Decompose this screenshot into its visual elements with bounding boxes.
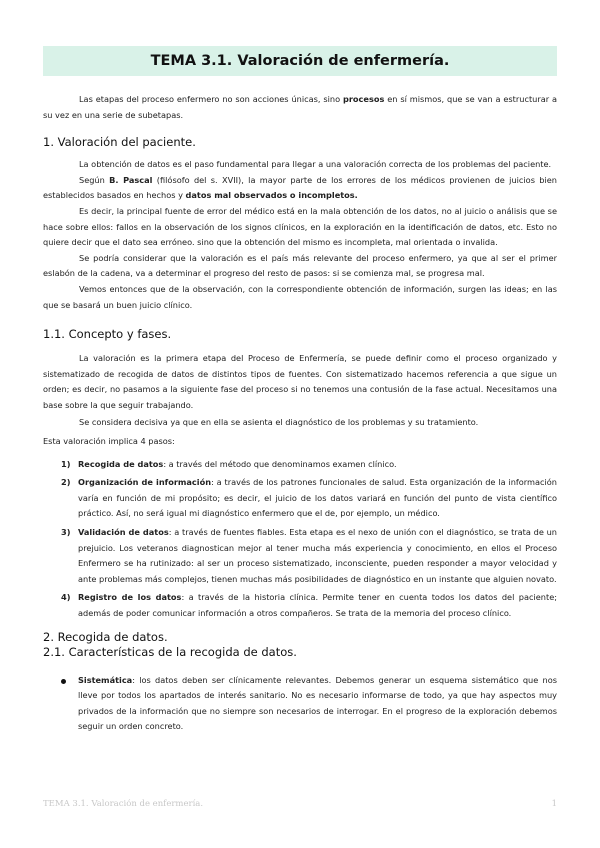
list-item <box>61 525 557 587</box>
list-item <box>61 590 557 621</box>
page-title: TEMA 3.1. Valoración de enfermería. <box>150 53 450 69</box>
footer-title: TEMA 3.1. Valoración de enfermería. <box>43 799 204 809</box>
intro-text: Las etapas del proceso enfermero no son acciones únicas, sino <box>79 94 344 104</box>
step-title: Registro de los datos <box>78 592 182 603</box>
characteristics-list <box>43 673 557 735</box>
section-1-paragraph-1: La obtención de datos es el paso fundamental para llegar a una valoración correcta de los problemas del paciente. <box>79 159 552 170</box>
section-1-1-paragraph-1: La valoración es la primera etapa del Proceso de Enfermería, se puede definir como el proceso organizado y sistematizado de recogida de datos de distintos tipos de fuentes. Con sistematizado hacemos referencia a que sigue un orden; es decir, no pasamos a la siguiente fase del proceso si no tenemos una contusión de la fase actual. Necesitamos una base sobre la que seguir trabajando. <box>43 353 557 410</box>
section-1-1-paragraph-2: Se considera decisiva ya que en ella se asienta el diagnóstico de los problemas y su tratamiento. <box>79 416 479 427</box>
step-text: : a través del método que denominamos examen clínico. <box>163 458 397 469</box>
p2-bold-datos: datos mal observados o incompletos. <box>185 190 358 201</box>
step-title: Organización de información <box>78 477 212 488</box>
p2-text-mid: (filósofo del s. XVII), la mayor parte de los errores de los médicos provienen de juicios bien establecidos basados en hechos y <box>43 174 557 201</box>
steps-list <box>43 457 557 622</box>
section-2-1-heading: 2.1. Características de la recogida de datos. <box>43 644 297 659</box>
step-text: : a través de fuentes fiables. Esta etapa es el nexo de unión con el diagnóstico, se trata de un prejuicio. Los veteranos diagnostican mejor al tener mucha más experiencia y conocimiento, en ellos el Proceso Enfermero se ha rutinizado: al ser un proceso sistematizado, inconsciente, pueden responder a mayor velocidad y ante problemas más complejos, tienen muchas más posibilidades de diagnóstico en un instante que alguien novato. <box>78 527 557 584</box>
step-text: : a través de los patrones funcionales de salud. Esta organización de la información varía en función de mi propósito; es decir, el juicio de los datos variará en función del punto de vista científico práctico. Así, no será igual mi diagnóstico enfermero que el de, por ejemplo, un médico. <box>78 477 557 519</box>
title-banner <box>43 46 557 76</box>
section-1-paragraph-3: Es decir, la principal fuente de error del médico está en la mala obtención de los datos, no al juicio o análisis que se hace sobre ellos: fallos en la observación de los signos clínicos, en la exploración en la identificación de datos, etc. Esto no quiere decir que el dato sea erróneo. sino que la obtención del mismo es incompleta, mal orientada o invalida. <box>43 205 557 248</box>
list-item <box>61 475 557 522</box>
intro-text-end: en sí mismos, que se van a estructurar a su vez en una serie de subetapas. <box>43 94 557 120</box>
step-title: Validación de datos <box>78 527 169 538</box>
p2-bold-pascal: B. Pascal <box>109 174 153 185</box>
step-number: 1) <box>61 458 71 469</box>
bullet-title: Sistemática <box>78 674 133 685</box>
step-number: 4) <box>61 592 71 603</box>
step-number: 2) <box>61 477 71 488</box>
section-2-heading: 2. Recogida de datos. <box>43 629 168 644</box>
section-1-1-heading: 1.1. Concepto y fases. <box>43 327 172 342</box>
section-1-paragraph-5: Vemos entonces que de la observación, con la correspondiente obtención de información, surgen las ideas; en las que se basará un buen juicio clínico. <box>43 283 557 310</box>
section-1-heading: 1. Valoración del paciente. <box>43 135 196 150</box>
section-1-paragraph-4: Se podría considerar que la valoración es el país más relevante del proceso enfermero, ya que al ser el primer eslabón de la cadena, va a determinar el progreso del resto de pasos: si se comienza mal, se progresa mal. <box>43 252 557 279</box>
section-1-1-paragraph-3: Esta valoración implica 4 pasos: <box>43 436 175 447</box>
list-item <box>61 673 557 735</box>
p2-text: Según <box>79 174 110 185</box>
list-item <box>61 457 557 473</box>
document-body <box>43 92 557 735</box>
step-number: 3) <box>61 527 71 538</box>
page-footer <box>43 799 557 809</box>
step-title: Recogida de datos <box>78 458 164 469</box>
step-text: : a través de la historia clínica. Permite tener en cuenta todos los datos del paciente; además de poder comunicar información a otros compañeros. Se trata de la memoria del proceso clínico. <box>78 592 557 619</box>
bullet-icon <box>61 679 66 684</box>
intro-bold: procesos <box>343 94 385 104</box>
section-1-paragraph-2 <box>43 173 557 204</box>
intro-paragraph <box>43 92 557 123</box>
bullet-text: : los datos deben ser clínicamente relevantes. Debemos generar un esquema sistemático que nos lleve por todos los apartados de interés sanitario. No es necesario informarse de todo, ya que hay aspectos muy privados de la información que no siempre son necesarios de interrogar. En el progreso de la exploración debemos seguir un orden concreto. <box>78 674 557 732</box>
page-number: 1 <box>551 799 557 809</box>
